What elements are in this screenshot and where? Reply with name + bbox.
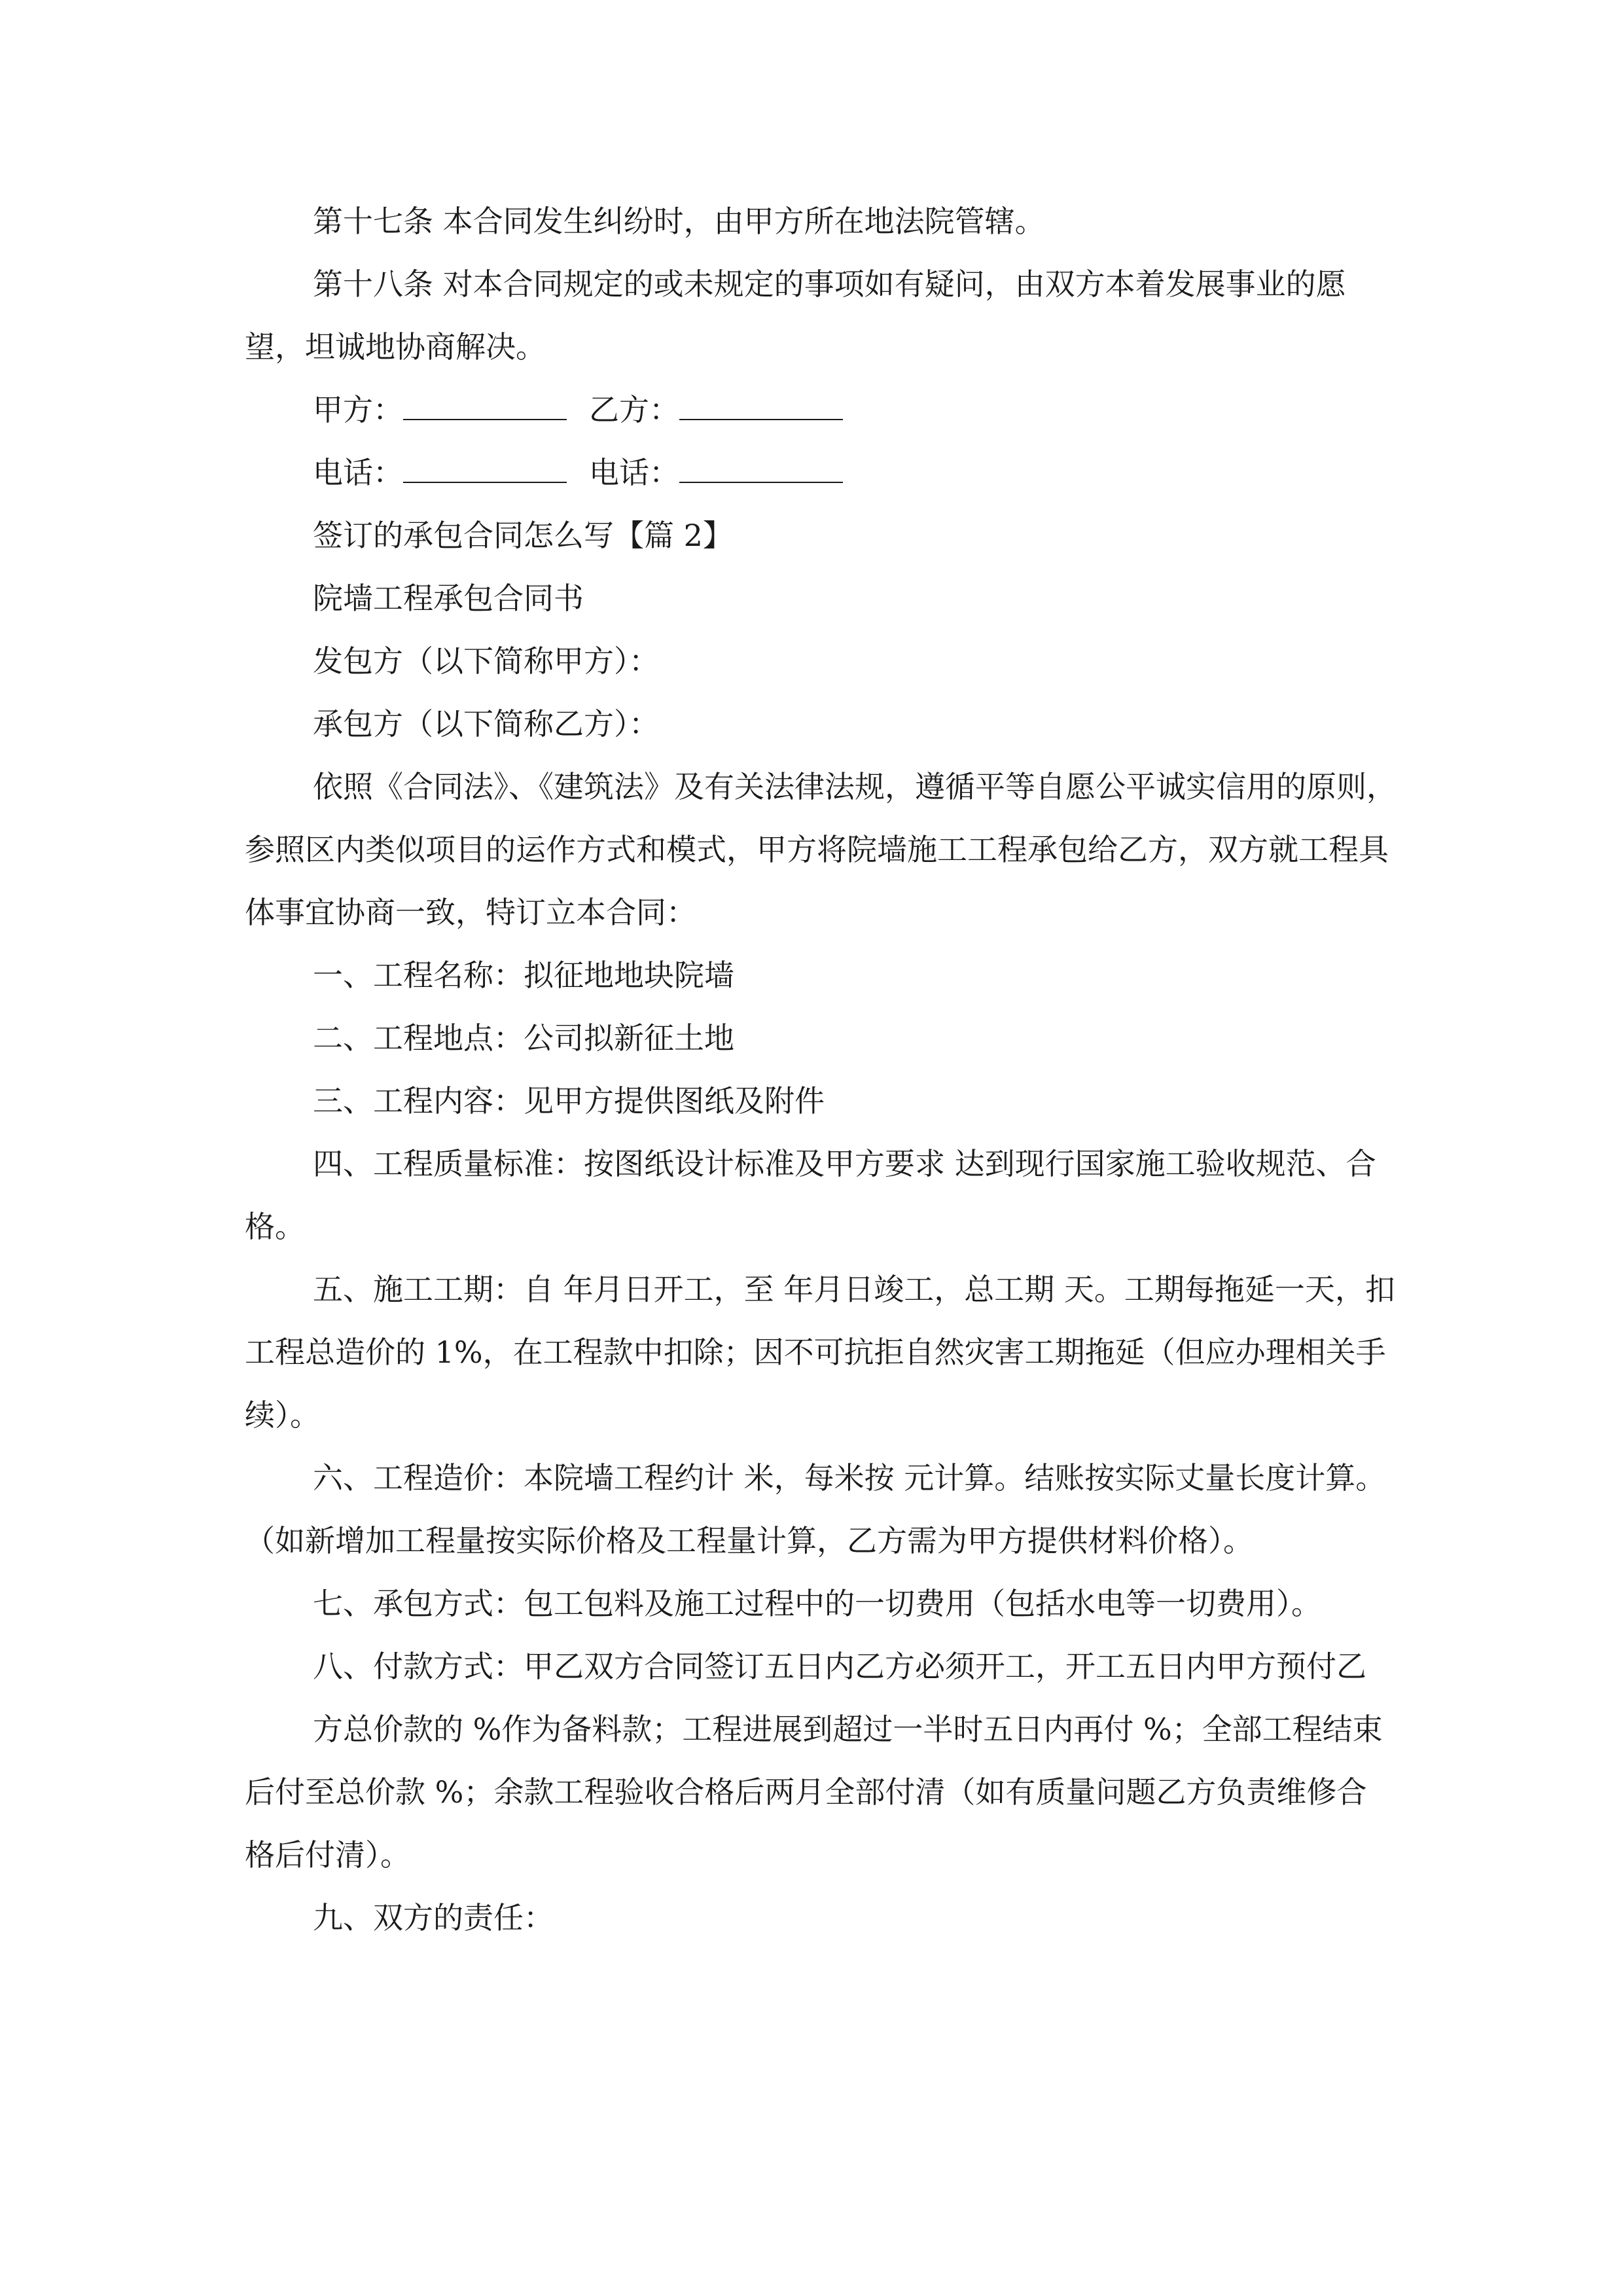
clause-2: 二、工程地点：公司拟新征土地 [313,1020,734,1056]
clause-1: 一、工程名称：拟征地地块院墙 [313,958,734,993]
document-body [245,190,1397,1949]
clause-5: 五、施工工期：自 年月日开工，至 年月日竣工，总工期 天。工期每拖延一天，扣工程总造价的 1%，在工程款中扣除；因不可抗拒自然灾害工期拖延（但应办理相关手续）。 [245,1272,1395,1433]
phone-b-blank [679,481,843,483]
article-17: 第十七条 本合同发生纠纷时，由甲方所在地法院管辖。 [313,204,1045,239]
clause-6: 六、工程造价：本院墙工程约计 米，每米按 元计算。结账按实际丈量长度计算。（如新增加工程量按实际价格及工程量计算，乙方需为甲方提供材料价格）。 [245,1460,1386,1558]
party-a-label: 甲方： [313,392,403,427]
phone-a-blank [403,481,567,483]
preamble: 依照《合同法》、《建筑法》及有关法律法规，遵循平等自愿公平诚实信用的原则，参照区内类似项目的运作方式和模式，甲方将院墙施工工程承包给乙方，双方就工程具体事宜协商一致，特订立本合同： [245,769,1397,930]
clause-7: 七、承包方式：包工包料及施工过程中的一切费用（包括水电等一切费用）。 [313,1586,1321,1621]
clause-4: 四、工程质量标准：按图纸设计标准及甲方要求 达到现行国家施工验收规范、合格。 [245,1146,1376,1244]
clause-9: 九、双方的责任： [313,1900,554,1935]
party-a-blank [403,418,567,420]
clause-3: 三、工程内容：见甲方提供图纸及附件 [313,1083,825,1119]
party-b-label: 乙方： [589,392,679,427]
section-heading: 签订的承包合同怎么写【篇 2】 [313,518,733,553]
contractor-line: 承包方（以下简称乙方）： [313,706,659,742]
article-18: 第十八条 对本合同规定的或未规定的事项如有疑问，由双方本着发展事业的愿望，坦诚地协商解决。 [245,266,1346,365]
contract-title: 院墙工程承包合同书 [313,581,584,616]
phone-label-a: 电话： [313,455,403,490]
phone-label-b: 电话： [589,455,679,490]
party-b-blank [679,418,843,420]
clause-8-continued: 方总价款的 %作为备料款；工程进展到超过一半时五日内再付 %；全部工程结束后付至总价款 %；余款工程验收合格后两月全部付清（如有质量问题乙方负责维修合格后付清）。 [245,1712,1383,1873]
signature-party-row [245,378,1397,441]
clause-8: 八、付款方式：甲乙双方合同签订五日内乙方必须开工，开工五日内甲方预付乙 [313,1649,1366,1684]
employer-line: 发包方（以下简称甲方）： [313,643,659,679]
signature-phone-row [245,441,1397,504]
